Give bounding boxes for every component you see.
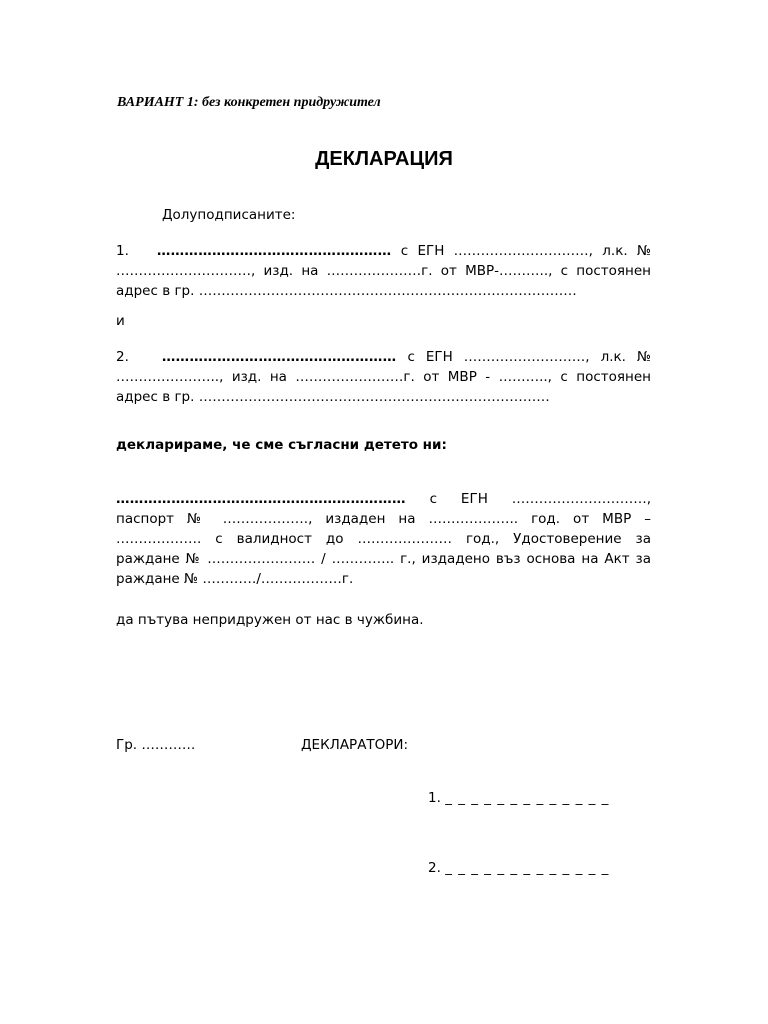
city-field: Гр. …………: [116, 737, 196, 753]
person1-number: 1.: [116, 243, 129, 259]
person2-details: с ЕГН ………………………, л.к. № ………………….., изд. на ……………………г. от МВР - ……….., с постоянен адрес в гр. ……………………………………………………………………: [116, 349, 651, 405]
lead-text: Долуподписаните:: [162, 207, 296, 223]
person1-paragraph: [116, 241, 651, 301]
person2-paragraph: [116, 347, 651, 407]
signature-2-number: 2.: [428, 860, 441, 876]
child-name-placeholder: ………………………………………………………: [116, 491, 406, 507]
travel-statement: да пътува непридружен от нас в чужбина.: [116, 612, 424, 628]
person2-name-placeholder: ……………………………………………: [161, 349, 397, 365]
child-paragraph: [116, 489, 651, 589]
declaration-statement: декларираме, че сме съгласни детето ни:: [116, 437, 447, 453]
variant-heading: [117, 95, 381, 111]
signature-1-number: 1.: [428, 790, 441, 806]
conjunction-and: и: [116, 313, 125, 329]
variant-label: ВАРИАНТ 1: [117, 95, 194, 110]
document-title: ДЕКЛАРАЦИЯ: [315, 148, 453, 170]
child-details: с ЕГН …………………………, паспорт № ………………., издаден на ……………….. год. от МВР – ………………. с валидност до ………………… год., Удостоверение за раждане № …………………… / ………….. г., издадено въз основа на Акт за раждане № …………/………………г.: [116, 491, 651, 587]
declarators-label: ДЕКЛАРАТОРИ:: [301, 737, 409, 753]
signature-2-line: _ _ _ _ _ _ _ _ _ _ _ _ _: [445, 860, 610, 876]
person2-number: 2.: [116, 349, 129, 365]
person1-name-placeholder: ……………………………………………: [156, 243, 392, 259]
person1-details: с ЕГН …………………………, л.к. № …………………………, изд. на …………………г. от МВР-……….., с постоянен адрес в гр. …………………………………………………………………………: [116, 243, 651, 299]
variant-description: : без конкретен придружител: [193, 95, 381, 110]
signature-2: [428, 860, 609, 876]
signature-1: [428, 790, 609, 806]
signature-1-line: _ _ _ _ _ _ _ _ _ _ _ _ _: [445, 790, 610, 806]
